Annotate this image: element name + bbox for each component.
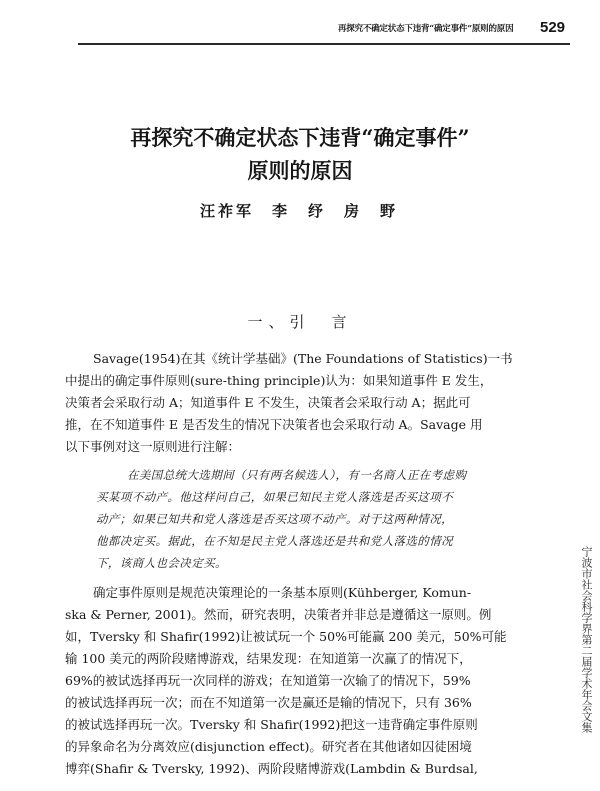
paragraph-line: 69%的被试选择再玩一次同样的游戏；在知道第一次输了的情况下，59% (65, 673, 471, 688)
paragraph-line: 推，在不知道事件 E 是否发生的情况下决策者也会采取行动 A。Savage 用 (65, 417, 483, 432)
quote-line: 在美国总统大选期间（只有两名候选人），有一名商人正在考虑购 (127, 468, 467, 482)
paragraph-line: 确定事件原则是规范决策理论的一条基本原则(Kühberger, Komun- (93, 585, 472, 600)
paragraph-line: ska & Perner, 2001)。然而，研究表明，决策者并非总是遵循这一原则。例 (65, 607, 492, 622)
paragraph-line: 决策者会采取行动 A；知道事件 E 不发生，决策者会采取行动 A；据此可 (65, 395, 471, 410)
paragraph-line: Savage(1954)在其《统计学基础》(The Foundations of Statistics)一书 (93, 351, 513, 366)
page-number: 529 (540, 19, 566, 36)
authors: 汪祚军 李 纾 房 野 (200, 202, 399, 220)
running-header-title: 再探究不确定状态下违背“确定事件”原则的原因 (338, 24, 514, 34)
quote-line: 他都决定买。据此，在不知是民主党人落选还是共和党人落选的情况 (96, 534, 453, 548)
quote-line: 买某项不动产。他这样问自己，如果已知民主党人落选是否买这项不 (96, 490, 453, 504)
paragraph-line: 输 100 美元的两阶段赌博游戏，结果发现：在知道第一次赢了的情况下， (65, 651, 472, 666)
paragraph-line: 如，Tversky 和 Shafir(1992)让被试玩一个 50%可能赢 200 美元，50%可能 (65, 629, 507, 644)
header-rule (78, 43, 570, 45)
quote-line: 动产；如果已知共和党人落选是否买这项不动产。对于这两种情况， (96, 512, 453, 526)
paper-title-line-2: 原则的原因 (247, 158, 353, 183)
paragraph-line: 的异象命名为分离效应(disjunction effect)。研究者在其他诸如囚徒困境 (65, 739, 472, 754)
section-heading: 一、引 言 (247, 313, 353, 331)
paragraph-line: 的被试选择再玩一次。Tversky 和 Shafir(1992)把这一违背确定事件原则 (65, 717, 478, 732)
paper-title-line-1: 再探究不确定状态下违背“确定事件” (130, 125, 470, 150)
side-stamp: 宁波市社会科学界第二届学术年会文集 (580, 546, 593, 733)
paragraph-line: 博弈(Shafir & Tversky, 1992)、两阶段赌博游戏(Lambdin & Burdsal, (65, 761, 478, 776)
paragraph-line: 以下事例对这一原则进行注解： (65, 439, 241, 454)
paragraph-line: 的被试选择再玩一次；而在不知道第一次是赢还是输的情况下，只有 36% (65, 695, 472, 710)
paragraph-line: 中提出的确定事件原则(sure-thing principle)认为：如果知道事件 E 发生， (65, 373, 493, 388)
quote-line: 下，该商人也会决定买。 (96, 556, 227, 570)
